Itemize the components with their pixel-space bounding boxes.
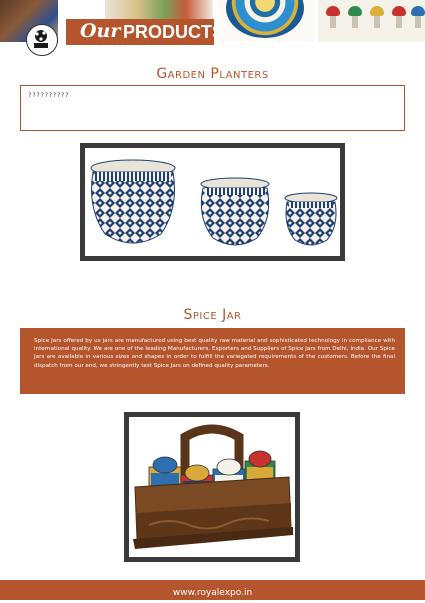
section-title-spice-jar: Spice Jar [183, 307, 242, 323]
spice-jar-image [129, 417, 295, 557]
header-photo-plate [218, 0, 314, 42]
section-title-garden-planters: Garden Planters [156, 66, 269, 82]
garden-planters-photo [80, 143, 345, 261]
spice-jar-photo [124, 412, 300, 562]
header-banner [0, 0, 425, 48]
plate-image [226, 0, 304, 38]
spice-description: Spice Jars offered by us jars are manufactured using best quality raw material and sophisticated technology in compliance with international quality. We are one of the leading Manufacturers, Exporters and Suppliers of Spice Jars from Delhi, India. Our Spice Jars are available in various sizes and shapes in order to fulfill the variegated requirements of the customers. Before the final dispatch from our end, we stringently test Spice Jars on defined quality parameters. [34, 338, 395, 369]
garden-description-box [20, 85, 405, 131]
company-logo [20, 22, 64, 58]
spice-description-box [20, 328, 405, 394]
title-our: Our [80, 20, 121, 42]
footer-bar [0, 580, 425, 600]
title-products: PRODUCTS [123, 22, 225, 42]
header-photo-knobs [318, 0, 425, 42]
website-link[interactable]: www.royalexpo.in [172, 588, 253, 598]
garden-description: ?????????? [28, 92, 70, 99]
planters-image [85, 148, 340, 256]
